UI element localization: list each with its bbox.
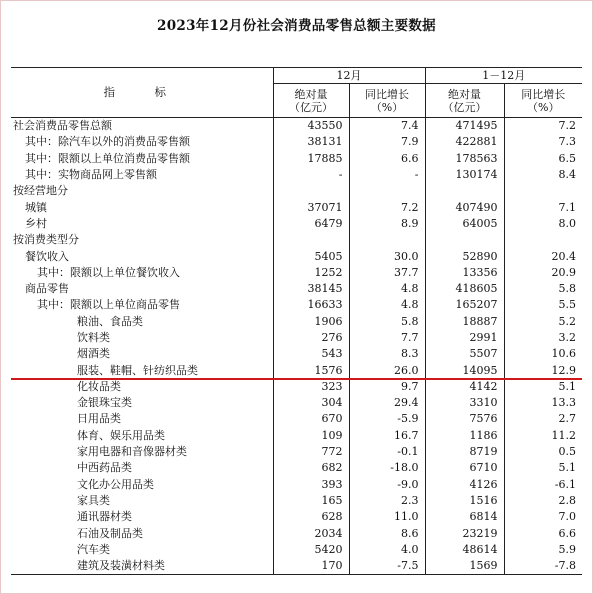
row-name-cell: 石油及制品类 <box>77 526 143 540</box>
ytd-growth-cell: 8.4 <box>504 167 582 183</box>
retail-sales-table <box>11 67 582 575</box>
month-value-cell: - <box>273 167 349 183</box>
header-ytd-abs-label: 绝对量 （亿元） <box>442 87 487 114</box>
header-ytd-yoy-label: 同比增长 （%） <box>521 87 566 114</box>
table-row <box>11 151 582 167</box>
row-name-cell: 日用品类 <box>77 412 121 426</box>
ytd-growth-cell: -6.1 <box>504 477 582 493</box>
row-name-cell: 按经营地分 <box>13 184 68 198</box>
ytd-value-cell: 48614 <box>425 542 504 558</box>
ytd-value-cell: 4126 <box>425 477 504 493</box>
ytd-value-cell: 418605 <box>425 281 504 297</box>
month-value-cell: 6479 <box>273 216 349 232</box>
ytd-growth-cell: 13.3 <box>504 395 582 411</box>
page-title: 2023年12月份社会消费品零售总额主要数据 <box>157 18 436 34</box>
table-row <box>11 248 582 264</box>
month-value-cell: 772 <box>273 444 349 460</box>
table-row <box>11 509 582 525</box>
table-row <box>11 216 582 232</box>
table-row <box>11 379 582 395</box>
ytd-value-cell: 14095 <box>425 362 504 378</box>
month-growth-cell: 7.4 <box>349 118 425 135</box>
ytd-value-cell: 52890 <box>425 248 504 264</box>
table-row <box>11 477 582 493</box>
row-name-cell: 其中：实物商品网上零售额 <box>25 168 157 182</box>
ytd-value-cell: 1569 <box>425 558 504 575</box>
table-row <box>11 362 582 378</box>
table-row <box>11 493 582 509</box>
month-growth-cell: 30.0 <box>349 248 425 264</box>
ytd-growth-cell: 5.2 <box>504 314 582 330</box>
ytd-growth-cell: 5.5 <box>504 297 582 313</box>
ytd-value-cell: 165207 <box>425 297 504 313</box>
row-name-cell: 通讯器材类 <box>77 510 132 524</box>
header-month-abs <box>273 84 349 118</box>
ytd-growth-cell <box>504 232 582 248</box>
month-growth-cell: 8.3 <box>349 346 425 362</box>
header-ytd-abs <box>425 84 504 118</box>
ytd-value-cell: 4142 <box>425 379 504 395</box>
row-name-cell: 按消费类型分 <box>13 233 79 247</box>
month-value-cell: 17885 <box>273 151 349 167</box>
ytd-growth-cell: 10.6 <box>504 346 582 362</box>
ytd-growth-cell: 0.5 <box>504 444 582 460</box>
ytd-growth-cell: 2.7 <box>504 411 582 427</box>
row-name-cell: 家具类 <box>77 493 110 507</box>
ytd-value-cell: 64005 <box>425 216 504 232</box>
ytd-value-cell: 422881 <box>425 134 504 150</box>
ytd-growth-cell: 5.9 <box>504 542 582 558</box>
ytd-growth-cell: -7.8 <box>504 558 582 575</box>
month-value-cell: 109 <box>273 428 349 444</box>
table-row <box>11 167 582 183</box>
month-growth-cell: 4.0 <box>349 542 425 558</box>
ytd-growth-cell: 7.1 <box>504 199 582 215</box>
ytd-growth-cell: 6.6 <box>504 525 582 541</box>
month-growth-cell: 7.2 <box>349 199 425 215</box>
ytd-growth-cell: 5.1 <box>504 379 582 395</box>
table-row <box>11 460 582 476</box>
ytd-growth-cell: 5.1 <box>504 460 582 476</box>
row-name-cell: 商品零售 <box>25 282 69 296</box>
header-row-periods <box>11 68 582 84</box>
table-row <box>11 199 582 215</box>
row-name-cell: 汽车类 <box>77 542 110 556</box>
table-row <box>11 330 582 346</box>
month-value-cell: 5405 <box>273 248 349 264</box>
ytd-growth-cell: 6.5 <box>504 151 582 167</box>
month-value-cell: 38131 <box>273 134 349 150</box>
month-growth-cell: 7.7 <box>349 330 425 346</box>
ytd-value-cell: 7576 <box>425 411 504 427</box>
month-growth-cell <box>349 183 425 199</box>
ytd-growth-cell: 20.4 <box>504 248 582 264</box>
ytd-growth-cell: 3.2 <box>504 330 582 346</box>
ytd-value-cell: 1516 <box>425 493 504 509</box>
month-growth-cell: 8.6 <box>349 525 425 541</box>
month-value-cell: 1252 <box>273 265 349 281</box>
month-growth-cell: 4.8 <box>349 281 425 297</box>
header-month-yoy-label: 同比增长 （%） <box>365 87 409 114</box>
row-name-cell: 体育、娱乐用品类 <box>77 428 165 442</box>
month-value-cell <box>273 183 349 199</box>
month-value-cell: 170 <box>273 558 349 575</box>
table-row <box>11 297 582 313</box>
table-row <box>11 314 582 330</box>
ytd-value-cell: 23219 <box>425 525 504 541</box>
row-name-cell: 建筑及装潢材料类 <box>11 558 273 575</box>
ytd-value-cell: 6710 <box>425 460 504 476</box>
month-value-cell: 38145 <box>273 281 349 297</box>
table-row <box>11 183 582 199</box>
month-growth-cell: 16.7 <box>349 428 425 444</box>
month-growth-cell: - <box>349 167 425 183</box>
ytd-value-cell: 130174 <box>425 167 504 183</box>
table-row <box>11 444 582 460</box>
ytd-value-cell: 5507 <box>425 346 504 362</box>
ytd-value-cell: 471495 <box>425 118 504 135</box>
ytd-growth-cell: 7.3 <box>504 134 582 150</box>
ytd-value-cell: 407490 <box>425 199 504 215</box>
month-value-cell: 276 <box>273 330 349 346</box>
ytd-growth-cell: 12.9 <box>504 362 582 378</box>
row-name-cell: 家用电器和音像器材类 <box>77 445 187 459</box>
row-name-cell: 餐饮收入 <box>25 249 69 263</box>
month-value-cell: 304 <box>273 395 349 411</box>
table-row <box>11 118 582 135</box>
month-value-cell: 1576 <box>273 362 349 378</box>
table-body <box>11 118 582 575</box>
month-growth-cell: -18.0 <box>349 460 425 476</box>
table-row <box>11 558 582 575</box>
month-value-cell: 165 <box>273 493 349 509</box>
month-growth-cell <box>349 232 425 248</box>
row-name-cell: 文化办公用品类 <box>77 477 154 491</box>
ytd-value-cell: 1186 <box>425 428 504 444</box>
month-growth-cell: 11.0 <box>349 509 425 525</box>
month-value-cell <box>273 232 349 248</box>
row-name-cell: 烟酒类 <box>77 347 110 361</box>
month-growth-cell: 2.3 <box>349 493 425 509</box>
month-growth-cell: 5.8 <box>349 314 425 330</box>
month-value-cell: 543 <box>273 346 349 362</box>
ytd-value-cell: 3310 <box>425 395 504 411</box>
ytd-value-cell: 178563 <box>425 151 504 167</box>
row-name-cell: 城镇 <box>25 200 47 214</box>
row-name-cell: 其中：限额以上单位餐饮收入 <box>37 265 180 279</box>
ytd-growth-cell: 8.0 <box>504 216 582 232</box>
row-name-cell: 其中：限额以上单位消费品零售额 <box>25 151 190 165</box>
month-value-cell: 323 <box>273 379 349 395</box>
month-growth-cell: 7.9 <box>349 134 425 150</box>
row-name-cell: 其中：除汽车以外的消费品零售额 <box>25 135 190 149</box>
ytd-value-cell: 13356 <box>425 265 504 281</box>
ytd-growth-cell: 7.2 <box>504 118 582 135</box>
header-period-ytd: 1－12月 <box>425 68 582 84</box>
month-growth-cell: 26.0 <box>349 362 425 378</box>
month-value-cell: 2034 <box>273 525 349 541</box>
row-name-cell: 其中：限额以上单位商品零售 <box>37 298 180 312</box>
ytd-value-cell: 6814 <box>425 509 504 525</box>
month-value-cell: 670 <box>273 411 349 427</box>
row-name-cell: 饮料类 <box>77 331 110 344</box>
table-row <box>11 525 582 541</box>
ytd-growth-cell: 5.8 <box>504 281 582 297</box>
month-value-cell: 5420 <box>273 542 349 558</box>
month-growth-cell: 9.7 <box>349 379 425 395</box>
table-row <box>11 134 582 150</box>
month-growth-cell: 8.9 <box>349 216 425 232</box>
table-row <box>11 428 582 444</box>
ytd-growth-cell: 7.0 <box>504 509 582 525</box>
table-row <box>11 281 582 297</box>
table-row <box>11 411 582 427</box>
ytd-value-cell: 8719 <box>425 444 504 460</box>
month-growth-cell: 4.8 <box>349 297 425 313</box>
ytd-growth-cell <box>504 183 582 199</box>
header-indicator: 指 标 <box>11 68 273 118</box>
ytd-value-cell: 2991 <box>425 330 504 346</box>
header-month-yoy <box>349 84 425 118</box>
month-value-cell: 16633 <box>273 297 349 313</box>
month-value-cell: 682 <box>273 460 349 476</box>
month-value-cell: 1906 <box>273 314 349 330</box>
table-row <box>11 346 582 362</box>
row-name-cell: 金银珠宝类 <box>77 396 132 410</box>
highlight-red-line <box>11 378 582 380</box>
month-growth-cell: 37.7 <box>349 265 425 281</box>
header-ytd-yoy <box>504 84 582 118</box>
month-growth-cell: 6.6 <box>349 151 425 167</box>
table-row <box>11 395 582 411</box>
row-name-cell: 社会消费品零售总额 <box>13 119 112 133</box>
ytd-growth-cell: 11.2 <box>504 428 582 444</box>
header-month-abs-label: 绝对量 （亿元） <box>289 87 333 114</box>
month-value-cell: 43550 <box>273 118 349 135</box>
row-name-cell: 化妆品类 <box>77 379 121 393</box>
table-row <box>11 542 582 558</box>
month-growth-cell: -9.0 <box>349 477 425 493</box>
row-name-cell: 中西药品类 <box>77 461 132 475</box>
month-value-cell: 37071 <box>273 199 349 215</box>
ytd-value-cell: 18887 <box>425 314 504 330</box>
ytd-growth-cell: 2.8 <box>504 493 582 509</box>
row-name-cell: 服装、鞋帽、针纺织品类 <box>77 363 198 377</box>
table-row <box>11 265 582 281</box>
month-growth-cell: -0.1 <box>349 444 425 460</box>
ytd-growth-cell: 20.9 <box>504 265 582 281</box>
row-name-cell: 粮油、食品类 <box>77 314 143 328</box>
month-growth-cell: 29.4 <box>349 395 425 411</box>
month-value-cell: 628 <box>273 509 349 525</box>
month-growth-cell: -5.9 <box>349 411 425 427</box>
ytd-value-cell <box>425 183 504 199</box>
table-row <box>11 232 582 248</box>
month-growth-cell: -7.5 <box>349 558 425 575</box>
month-value-cell: 393 <box>273 477 349 493</box>
row-name-cell: 乡村 <box>25 216 47 230</box>
header-period-month: 12月 <box>273 68 425 84</box>
ytd-value-cell <box>425 232 504 248</box>
